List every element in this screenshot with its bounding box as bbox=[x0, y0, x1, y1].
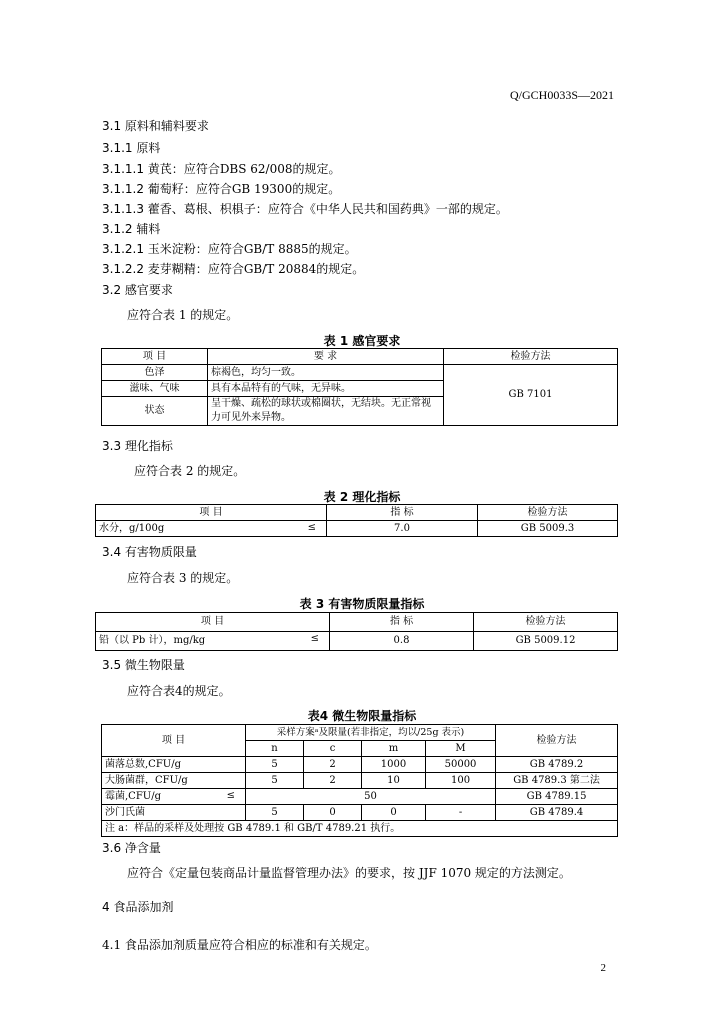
clause-label: 3.1.1.2 葡萄籽： bbox=[102, 182, 196, 196]
table-header: 采样方案ᵃ及限量(若非指定，均以/25g 表示) bbox=[246, 725, 496, 741]
table-cell-requirement: 具有本品特有的气味，无异味。 bbox=[208, 381, 444, 397]
item-label: 霉菌,CFU/g bbox=[105, 790, 161, 802]
table-header: 项 目 bbox=[102, 349, 208, 365]
table-header: 项 目 bbox=[102, 725, 246, 757]
table-cell-method: GB 4789.3 第二法 bbox=[496, 773, 618, 789]
section-3-1-2-title: 3.1.2 辅料 bbox=[102, 222, 161, 236]
section-3-4-text: 应符合表 3 的规定。 bbox=[127, 571, 239, 585]
table-header: 检验方法 bbox=[444, 349, 618, 365]
table-cell-m: 10 bbox=[362, 773, 426, 789]
clause-3-1-2-2 bbox=[102, 260, 364, 277]
table-1-caption: 表 1 感官要求 bbox=[323, 334, 401, 348]
section-3-3-title: 3.3 理化指标 bbox=[102, 439, 173, 453]
table-cell-M: - bbox=[426, 805, 496, 821]
section-3-5-text: 应符合表4的规定。 bbox=[127, 684, 231, 698]
table-cell-item bbox=[96, 632, 330, 651]
table-cell-M: 50000 bbox=[426, 757, 496, 773]
table-cell-merged-limit: 50 bbox=[246, 789, 496, 805]
section-3-2-title: 3.2 感官要求 bbox=[102, 283, 173, 297]
clause-text: 应符合GB/T 8885的规定。 bbox=[207, 242, 357, 256]
clause-label: 3.1.1.3 藿香、葛根、枳椇子： bbox=[102, 202, 268, 216]
section-3-1-title: 3.1 原料和辅料要求 bbox=[102, 119, 209, 133]
table-subheader: m bbox=[362, 741, 426, 757]
table-cell-n: 5 bbox=[246, 773, 304, 789]
clause-4-1: 4.1 食品添加剂质量应符合相应的标准和有关规定。 bbox=[102, 938, 377, 952]
table-cell-requirement: 呈干燥、疏松的球状或棉圈状，无结块。无正常视力可见外来异物。 bbox=[208, 397, 444, 426]
clause-text: 应符合《中华人民共和国药典》一部的规定。 bbox=[267, 202, 508, 216]
table-subheader: M bbox=[426, 741, 496, 757]
table-cell-method: GB 5009.3 bbox=[478, 521, 618, 537]
table-cell-item: 沙门氏菌 bbox=[102, 805, 246, 821]
table-cell-method: GB 4789.15 bbox=[496, 789, 618, 805]
table-cell-item bbox=[96, 521, 327, 537]
table-header: 检验方法 bbox=[496, 725, 618, 757]
table-cell-item: 状态 bbox=[102, 397, 208, 426]
table-cell-item: 色泽 bbox=[102, 365, 208, 381]
table-cell-method: GB 4789.4 bbox=[496, 805, 618, 821]
section-4-title: 4 食品添加剂 bbox=[102, 900, 174, 914]
table-cell-value: 0.8 bbox=[330, 632, 474, 651]
table-cell-M: 100 bbox=[426, 773, 496, 789]
clause-text: 应符合GB/T 20884的规定。 bbox=[207, 262, 365, 276]
table-3-caption: 表 3 有害物质限量指标 bbox=[299, 597, 425, 611]
table-cell-item: 滋味、气味 bbox=[102, 381, 208, 397]
table-header: 检验方法 bbox=[478, 505, 618, 521]
clause-label: 3.1.2.1 玉米淀粉： bbox=[102, 242, 208, 256]
less-equal-sign: ≤ bbox=[310, 633, 319, 644]
table-cell-method: GB 7101 bbox=[444, 365, 618, 426]
table-header: 要 求 bbox=[208, 349, 444, 365]
table-cell-item: 大肠菌群，CFU/g bbox=[102, 773, 246, 789]
table-cell-method: GB 4789.2 bbox=[496, 757, 618, 773]
section-3-6-title: 3.6 净含量 bbox=[102, 841, 161, 855]
table-1 bbox=[101, 348, 618, 426]
table-subheader: c bbox=[304, 741, 362, 757]
clause-text: 应符合GB 19300的规定。 bbox=[195, 182, 341, 196]
table-cell-c: 2 bbox=[304, 773, 362, 789]
table-cell-n: 5 bbox=[246, 757, 304, 773]
table-cell-c: 2 bbox=[304, 757, 362, 773]
less-equal-sign: ≤ bbox=[307, 522, 316, 533]
clause-3-1-1-2 bbox=[102, 180, 340, 197]
table-header: 指 标 bbox=[327, 505, 478, 521]
page-number: 2 bbox=[600, 962, 606, 974]
table-cell-value: 7.0 bbox=[327, 521, 478, 537]
document-code: Q/GCH0033S—2021 bbox=[509, 88, 614, 102]
clause-3-1-1-1 bbox=[102, 160, 341, 177]
table-cell-n: 5 bbox=[246, 805, 304, 821]
table-cell-m: 1000 bbox=[362, 757, 426, 773]
section-3-6-text: 应符合《定量包装商品计量监督管理办法》的要求，按 JJF 1070 规定的方法测定。 bbox=[127, 866, 571, 880]
table-cell-c: 0 bbox=[304, 805, 362, 821]
clause-3-1-2-1 bbox=[102, 240, 357, 257]
clause-text: 应符合DBS 62/008的规定。 bbox=[183, 162, 341, 176]
table-note: 注 a：样品的采样及处理按 GB 4789.1 和 GB/T 4789.21 执行。 bbox=[102, 821, 618, 837]
clause-label: 3.1.1.1 黄芪： bbox=[102, 162, 184, 176]
table-header: 指 标 bbox=[330, 613, 474, 632]
section-3-3-text: 应符合表 2 的规定。 bbox=[134, 464, 246, 478]
table-cell-m: 0 bbox=[362, 805, 426, 821]
table-cell-item: 菌落总数,CFU/g bbox=[102, 757, 246, 773]
table-cell-method: GB 5009.12 bbox=[474, 632, 618, 651]
section-3-1-1-title: 3.1.1 原料 bbox=[102, 141, 161, 155]
section-3-2-text: 应符合表 1 的规定。 bbox=[127, 308, 239, 322]
clause-label: 3.1.2.2 麦芽糊精： bbox=[102, 262, 208, 276]
table-4 bbox=[101, 724, 618, 837]
section-3-4-title: 3.4 有害物质限量 bbox=[102, 545, 197, 559]
table-cell-item bbox=[102, 789, 246, 805]
table-2 bbox=[95, 504, 618, 537]
table-4-caption: 表4 微生物限量指标 bbox=[307, 709, 417, 723]
table-subheader: n bbox=[246, 741, 304, 757]
table-2-caption: 表 2 理化指标 bbox=[323, 490, 401, 504]
clause-3-1-1-3 bbox=[102, 200, 508, 217]
item-label: 铅（以 Pb 计），mg/kg bbox=[99, 635, 206, 646]
item-label: 水分，g/100g bbox=[99, 522, 165, 534]
less-equal-sign: ≤ bbox=[226, 790, 235, 801]
table-header: 检验方法 bbox=[474, 613, 618, 632]
table-cell-requirement: 棕褐色，均匀一致。 bbox=[208, 365, 444, 381]
table-header: 项 目 bbox=[96, 613, 330, 632]
section-3-5-title: 3.5 微生物限量 bbox=[102, 658, 185, 672]
table-3 bbox=[95, 612, 618, 651]
table-header: 项 目 bbox=[96, 505, 327, 521]
